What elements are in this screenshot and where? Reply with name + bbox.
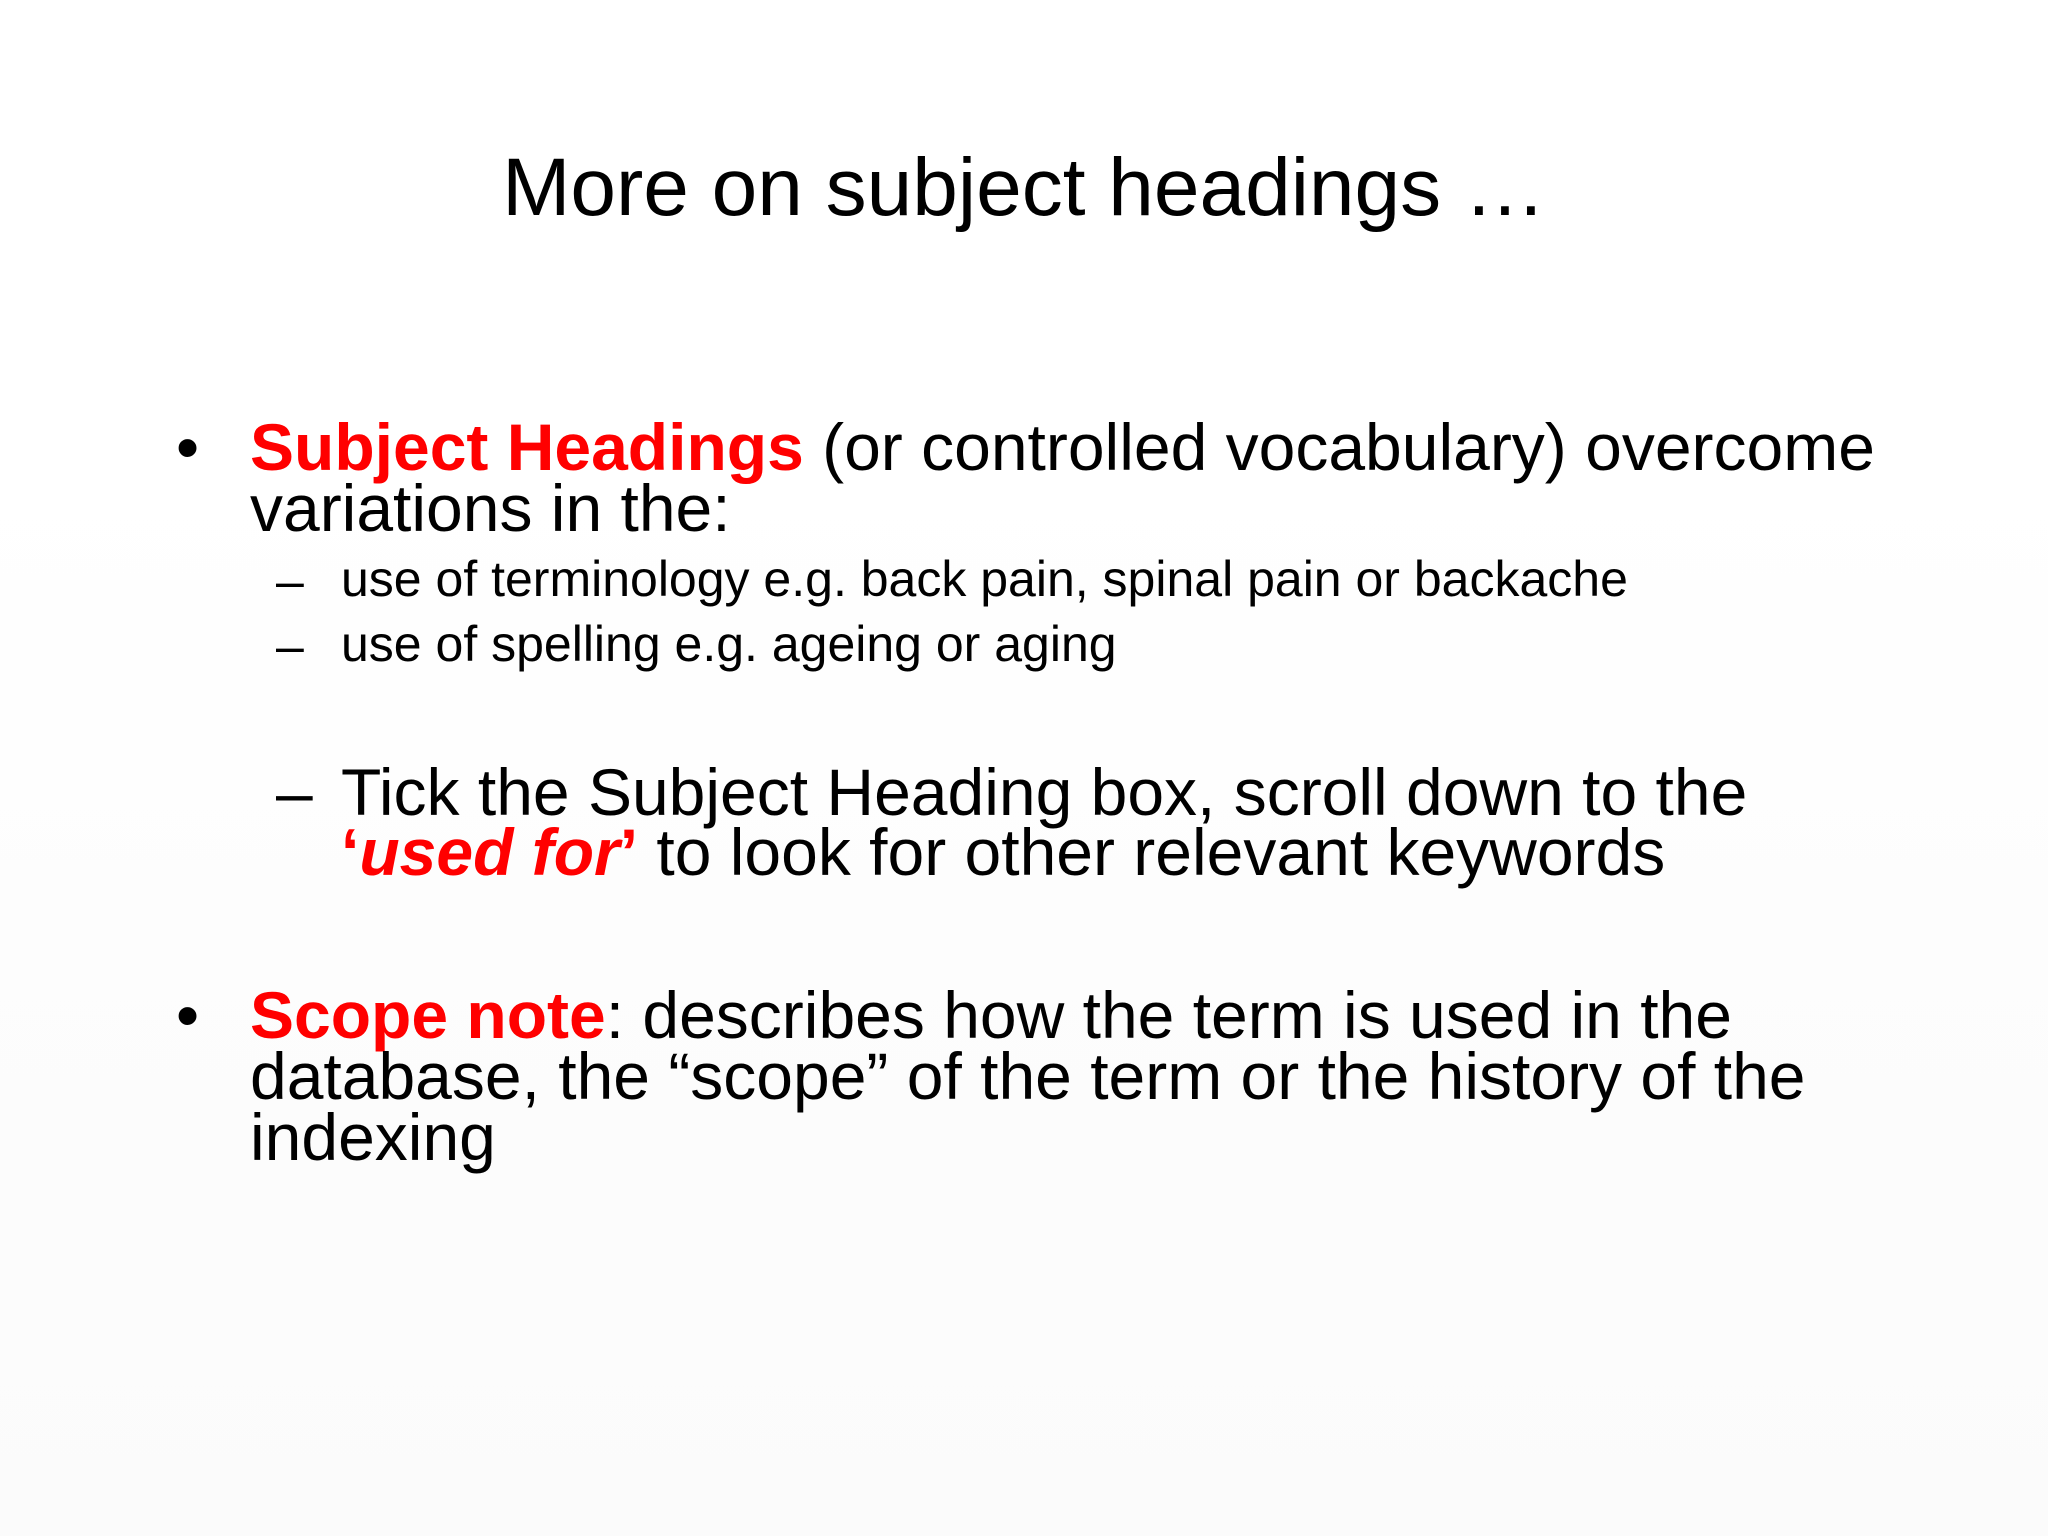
dash-marker: –	[276, 755, 313, 829]
quote-open: ‘	[341, 815, 360, 889]
bullet-scope-note-line2: database, the “scope” of the term or the history of the	[250, 1039, 1806, 1113]
dash-marker: –	[276, 618, 304, 674]
quote-close: ’	[619, 815, 639, 889]
subject-headings-text: (or controlled vocabulary) overcome	[803, 410, 1875, 484]
scope-note-text: : describes how the term is used in the	[605, 978, 1732, 1052]
bullet-marker: •	[176, 410, 200, 484]
bullet-scope-note-line3: indexing	[250, 1100, 496, 1174]
bullet-marker: •	[176, 978, 200, 1052]
slide-title: More on subject headings …	[502, 142, 1546, 233]
bullet-subject-headings-line1	[250, 410, 1970, 484]
tip-line1: Tick the Subject Heading box, scroll down to the	[341, 755, 1748, 829]
used-for-term: used for	[359, 815, 620, 889]
tip-text: to look for other relevant keywords	[638, 815, 1666, 889]
subject-headings-term: Subject Headings	[250, 410, 804, 484]
sub-item-spelling: use of spelling e.g. ageing or aging	[341, 616, 1117, 672]
bullet-subject-headings-line2: variations in the:	[250, 471, 731, 545]
bullet-scope-note-line1	[250, 978, 1970, 1052]
tip-line2	[341, 815, 2001, 889]
dash-marker: –	[276, 553, 304, 609]
scope-note-term: Scope note	[250, 978, 606, 1052]
sub-item-terminology: use of terminology e.g. back pain, spinal pain or backache	[341, 551, 1628, 607]
